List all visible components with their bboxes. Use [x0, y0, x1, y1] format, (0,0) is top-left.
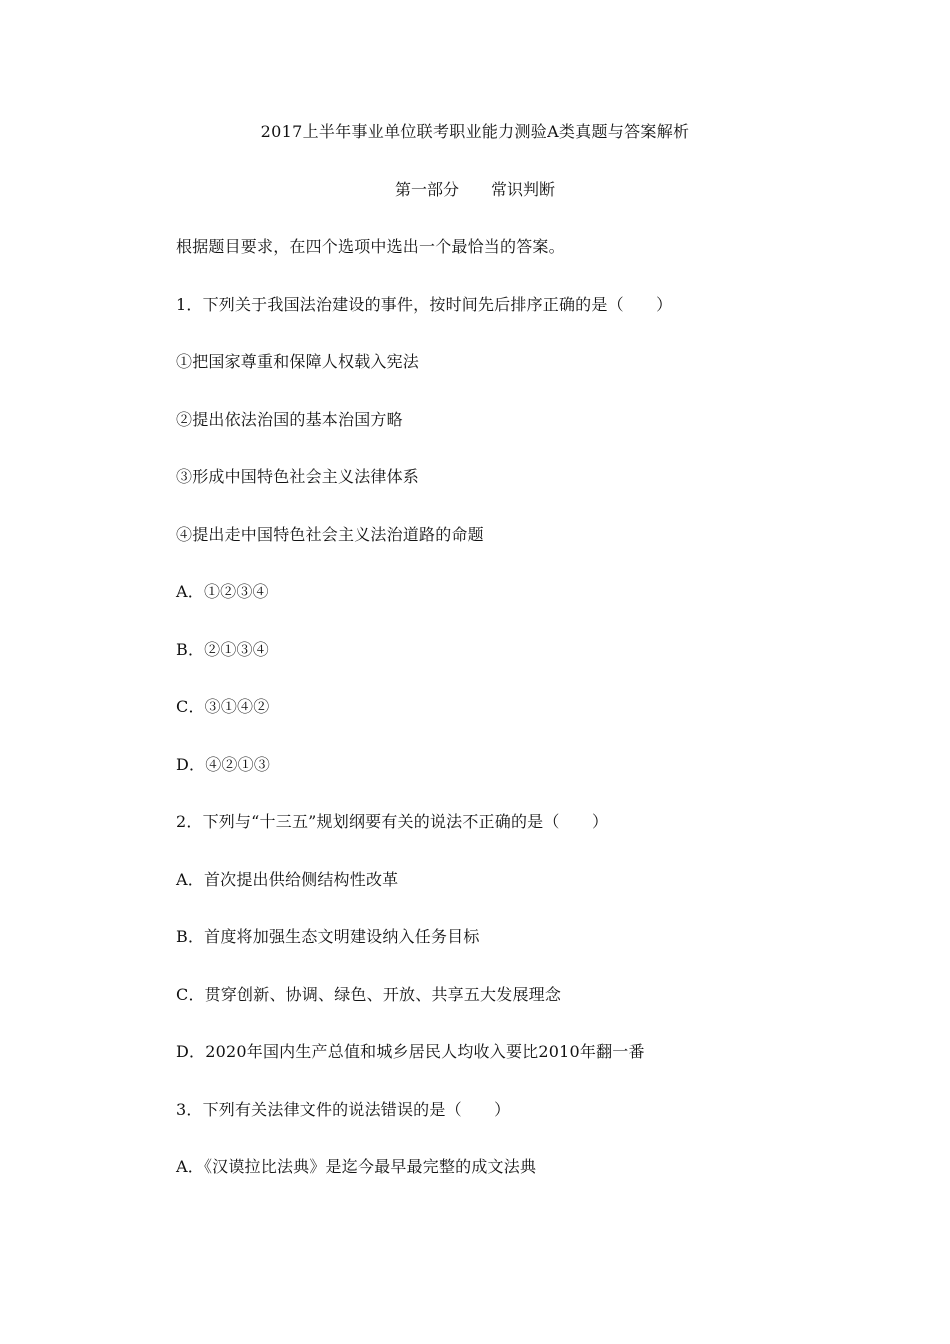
document-title: 2017上半年事业单位联考职业能力测验A类真题与答案解析 [260, 122, 690, 141]
question-list [176, 235, 856, 1213]
answer-option: C．贯穿创新、协调、绿色、开放、共享五大发展理念 [176, 984, 562, 1004]
question-statement: ①把国家尊重和保障人权载入宪法 [176, 352, 420, 371]
answer-option: C．③①④② [176, 697, 270, 716]
question-stem: 3．下列有关法律文件的说法错误的是（ ） [176, 1099, 511, 1119]
answer-option: D．④②①③ [176, 754, 271, 774]
question-stem: 1．下列关于我国法治建设的事件，按时间先后排序正确的是（ ） [176, 294, 673, 314]
instruction-text: 根据题目要求，在四个选项中选出一个最恰当的答案。 [176, 237, 565, 256]
question-statement: ③形成中国特色社会主义法律体系 [176, 467, 420, 486]
answer-option: A．《汉谟拉比法典》是迄今最早最完整的成文法典 [176, 1157, 537, 1176]
answer-option: B．②①③④ [176, 639, 269, 659]
question-stem: 2．下列与“十三五”规划纲要有关的说法不正确的是（ ） [176, 812, 609, 831]
section-heading: 第一部分 常识判断 [394, 180, 555, 199]
question-statement: ②提出依法治国的基本治国方略 [176, 409, 403, 429]
answer-option: D．2020年国内生产总值和城乡居民人均收入要比2010年翻一番 [176, 1042, 645, 1061]
answer-option: A．①②③④ [176, 582, 269, 601]
answer-option: B．首度将加强生态文明建设纳入任务目标 [176, 927, 480, 946]
answer-option: A．首次提出供给侧结构性改革 [176, 869, 399, 889]
question-statement: ④提出走中国特色社会主义法治道路的命题 [176, 524, 484, 544]
